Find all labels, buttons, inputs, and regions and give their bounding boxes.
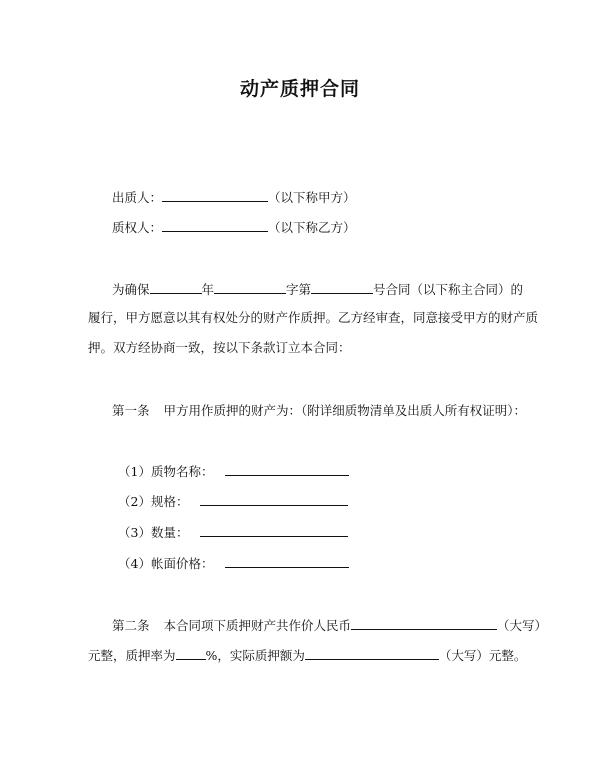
pledgee-blank[interactable] bbox=[162, 218, 268, 232]
intro-p1-c: 字第 bbox=[286, 282, 312, 297]
intro-p1-a: 为确保 bbox=[112, 282, 150, 297]
pledgee-label: 质权人： bbox=[112, 220, 163, 235]
number-blank[interactable] bbox=[311, 280, 373, 294]
article1-heading: 第一条 bbox=[112, 403, 150, 418]
pledgor-note: （以下称甲方） bbox=[268, 190, 356, 205]
pledgee-row bbox=[112, 218, 356, 236]
item-label: 数量： bbox=[150, 525, 189, 540]
year-blank[interactable] bbox=[150, 280, 202, 294]
item-label: 质物名称： bbox=[150, 464, 214, 479]
article2-row-2 bbox=[88, 646, 526, 664]
article2-line2-a: 元整，质押率为 bbox=[88, 648, 176, 663]
article1-row bbox=[112, 403, 526, 419]
article2-line2-b: %，实际质押额为 bbox=[205, 648, 305, 663]
item-num: （3） bbox=[118, 525, 151, 540]
pledgor-blank[interactable] bbox=[162, 188, 268, 202]
item-row-4 bbox=[118, 554, 349, 572]
intro-p1-d: 号合同（以下称主合同）的 bbox=[373, 282, 524, 297]
pledgor-row bbox=[112, 188, 356, 206]
pledge-rate-blank[interactable] bbox=[176, 646, 206, 660]
item-label: 规格： bbox=[150, 494, 189, 509]
word-blank[interactable] bbox=[214, 280, 286, 294]
item-name-blank[interactable] bbox=[225, 462, 349, 476]
article2-row-1 bbox=[112, 616, 547, 634]
intro-p1-b: 年 bbox=[201, 282, 215, 297]
item-row-2 bbox=[118, 492, 348, 510]
item-num: （4） bbox=[118, 556, 151, 571]
actual-pledge-blank[interactable] bbox=[305, 646, 439, 660]
article2-heading: 第二条 bbox=[112, 618, 150, 633]
rmb-amount-blank[interactable] bbox=[351, 616, 497, 630]
pledgee-note: （以下称乙方） bbox=[268, 220, 356, 235]
article2-capital: （大写） bbox=[497, 618, 548, 633]
item-label: 帐面价格： bbox=[150, 556, 214, 571]
item-qty-blank[interactable] bbox=[200, 523, 348, 537]
intro-line-2: 履行，甲方愿意以其有权处分的财产作质押。乙方经审查，同意接受甲方的财产质 bbox=[88, 310, 539, 325]
item-price-blank[interactable] bbox=[225, 554, 349, 568]
article2-line2-c: （大写）元整。 bbox=[438, 648, 527, 663]
intro-line-3: 押。双方经协商一致，按以下条款订立本合同： bbox=[88, 340, 351, 355]
item-row-1 bbox=[118, 462, 349, 480]
pledgor-label: 出质人： bbox=[112, 190, 163, 205]
item-num: （1） bbox=[118, 464, 151, 479]
item-row-3 bbox=[118, 523, 348, 541]
article2-text: 本合同项下质押财产共作价人民币 bbox=[163, 618, 352, 633]
item-num: （2） bbox=[118, 494, 151, 509]
intro-line-1 bbox=[112, 280, 523, 298]
article1-text: 甲方用作质押的财产为：（附详细质物清单及出质人所有权证明）： bbox=[163, 403, 527, 418]
page-title: 动产质押合同 bbox=[239, 78, 360, 100]
item-spec-blank[interactable] bbox=[200, 492, 348, 506]
